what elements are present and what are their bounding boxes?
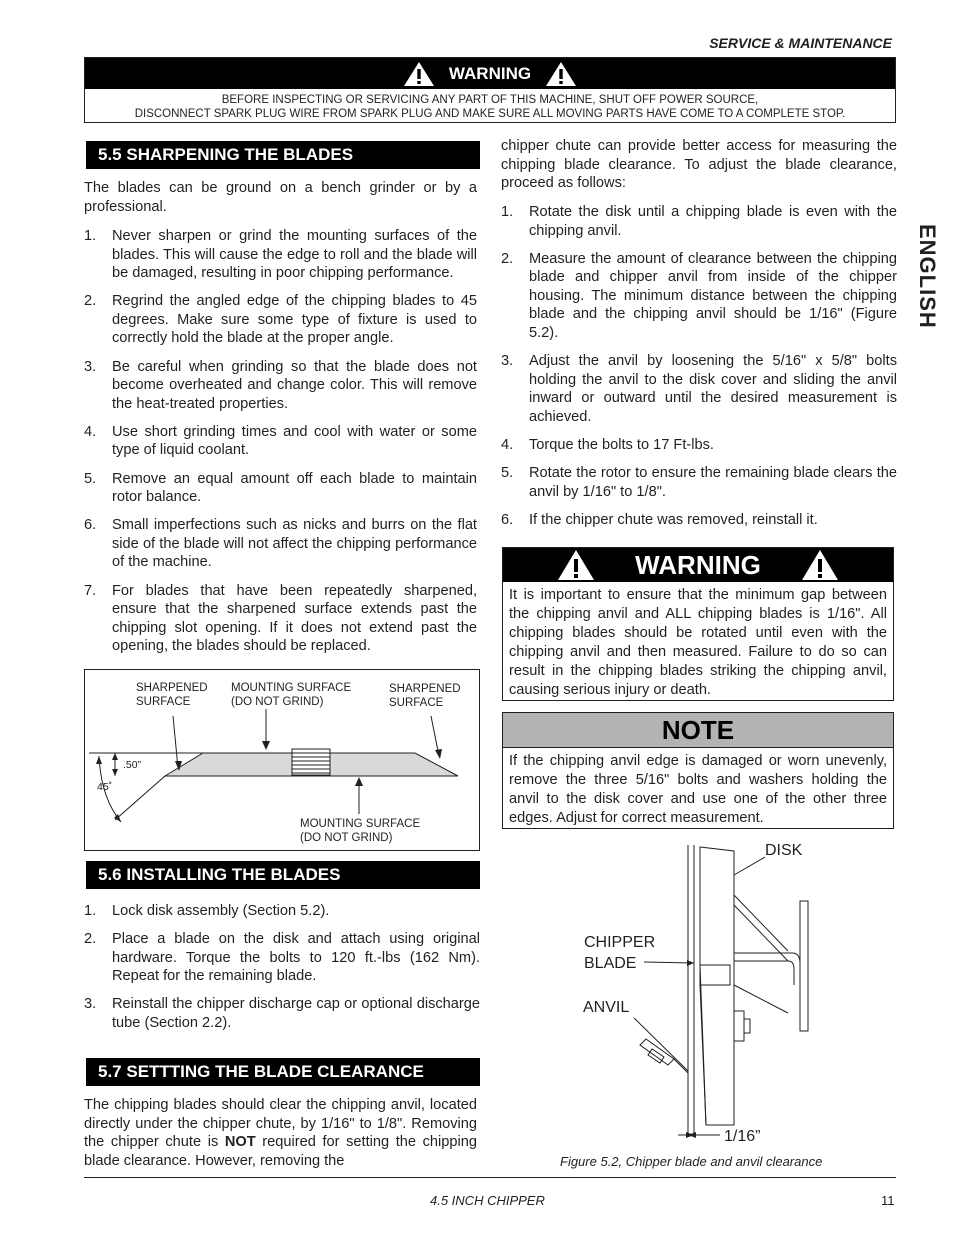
figure-label-blade: BLADE: [584, 955, 637, 972]
section-5-7-heading: 5.7 SETTTING THE BLADE CLEARANCE: [86, 1058, 480, 1086]
note-title: NOTE: [503, 713, 893, 748]
page-number: 11: [881, 1193, 895, 1208]
list-item: 2. Place a blade on the disk and attach using original hardware. Torque the bolts to 120 ft.-lbs (162 Nm). Repeat for the remaining blade.: [84, 931, 480, 985]
list-item: 6. If the chipper chute was removed, reinstall it.: [501, 511, 818, 528]
list-item: 5. Remove an equal amount off each blade to maintain rotor balance.: [84, 470, 477, 506]
list-item: 4. Torque the bolts to 17 Ft-lbs.: [501, 437, 714, 454]
section-5-5-list: [84, 227, 477, 665]
note-text: If the chipping anvil edge is damaged or worn unevenly, remove the three 5/16" bolts and washers holding the anvil to the disk cover and use one of the other three edges. Adjust for correct measurement.: [509, 753, 887, 826]
list-item: 2. Regrind the angled edge of the chipping blades to 45 degrees. Make sure some type of fixture is used to correctly hold the blade at the proper angle.: [84, 293, 477, 347]
list-item: 2. Measure the amount of clearance between the chipping blade and chipper anvil from inside of the chipper housing. The minimum distance between the chipping blade and the chipping anvil should be 1/16" (Figure 5.2).: [501, 250, 897, 342]
section-5-5-intro: The blades can be ground on a bench grinder or by a professional.: [84, 180, 477, 215]
diagram-label: (DO NOT GRIND): [300, 832, 393, 844]
section-5-7-paragraph: The chipping blades should clear the chipping anvil, located directly under the chipper chute, by 1/16" to 1/8". Removing the chipper chute is NOT required for setting the chipping blade clearance. However, removing the: [84, 1097, 477, 1169]
list-item: 3. Be careful when grinding so that the blade does not become overheated and change color. This will remove the heat-treated properties.: [84, 358, 477, 412]
blade-gap-warning: [502, 547, 894, 701]
language-side-tab: ENGLISH: [915, 224, 940, 329]
diagram-label: SURFACE: [389, 697, 444, 709]
list-item: 1. Never sharpen or grind the mounting surfaces of the blades. This will cause the edge to roll and the blade will be damaged, resulting in poor chipping performance.: [84, 228, 477, 282]
anvil-note: [502, 712, 894, 829]
list-item: 3. Reinstall the chipper discharge cap or optional discharge tube (Section 2.2).: [84, 996, 480, 1031]
warning-icon: [403, 61, 435, 87]
section-5-6-heading: 5.6 INSTALLING THE BLADES: [86, 861, 480, 889]
top-warning-line-2: DISCONNECT SPARK PLUG WIRE FROM SPARK PLUG AND MAKE SURE ALL MOVING PARTS HAVE COME TO A COMPLETE STOP.: [134, 108, 846, 120]
top-warning-line-1: BEFORE INSPECTING OR SERVICING ANY PART OF THIS MACHINE, SHUT OFF POWER SOURCE,: [221, 94, 759, 106]
footer-title: 4.5 INCH CHIPPER: [430, 1193, 545, 1208]
diagram-label: MOUNTING SURFACE: [231, 682, 352, 694]
running-header: SERVICE & MAINTENANCE: [709, 35, 892, 51]
diagram-label: SHARPENED: [389, 683, 461, 695]
section-5-5-heading: 5.5 SHARPENING THE BLADES: [86, 141, 480, 169]
list-item: 6. Small imperfections such as nicks and burrs on the flat side of the blade will not affect the chipping performance of the machine.: [84, 517, 477, 571]
figure-label-disk: DISK: [765, 842, 803, 859]
figure-label-chipper: CHIPPER: [584, 934, 656, 951]
figure-label-gap: 1/16”: [724, 1128, 761, 1145]
diagram-label: SHARPENED: [136, 682, 208, 694]
top-warning-title: WARNING: [448, 63, 532, 83]
list-item: 7. For blades that have been repeatedly sharpened, ensure that the sharpened surface extends past the chipping slot opening. If it does not extend past the opening, the blades should be replaced.: [84, 582, 477, 655]
warning-icon: [557, 549, 595, 581]
list-item: 1. Lock disk assembly (Section 5.2).: [84, 903, 330, 919]
dimension-label: .50”: [123, 759, 142, 771]
warning-title: WARNING: [635, 549, 761, 580]
warning-bar: [503, 548, 893, 582]
section-5-7-list: [501, 203, 897, 539]
diagram-label: SURFACE: [136, 696, 191, 708]
list-item: 4. Use short grinding times and cool with water or some type of liquid coolant.: [84, 423, 477, 459]
footer-rule: [84, 1177, 896, 1178]
top-warning-bar: [85, 58, 895, 89]
top-warning-box: [84, 57, 896, 123]
chipper-anvil-drawing: [560, 835, 880, 1145]
angle-label: 45˚: [97, 781, 113, 793]
list-item: 1. Rotate the disk until a chipping blade is even with the chipping anvil.: [501, 204, 897, 239]
diagram-label: MOUNTING SURFACE: [300, 818, 421, 830]
section-5-7-continued: chipper chute can provide better access for measuring the chipping blade clearance. To adjust the blade clearance, proceed as follows:: [501, 138, 897, 192]
figure-5-2: [560, 835, 880, 1145]
list-item: 3. Adjust the anvil by loosening the 5/16" x 5/8" bolts holding the anvil to the disk cover and sliding the anvil inward or outward until the desired measurement is achieved.: [501, 353, 897, 425]
section-5-6-list: [84, 902, 480, 1042]
warning-icon: [545, 61, 577, 87]
blade-diagram: [84, 669, 480, 851]
list-item: 5. Rotate the rotor to ensure the remaining blade clears the anvil by 1/16" to 1/8".: [501, 465, 897, 500]
figure-caption: Figure 5.2, Chipper blade and anvil clearance: [560, 1154, 823, 1169]
diagram-label: (DO NOT GRIND): [231, 696, 324, 708]
warning-text: It is important to ensure that the minimum gap between the chipping anvil and ALL chipping blades is 1/16". All chipping blades should be rotated until even with the chipping anvil and then measured. Failure to do so can result in the chipping blades striking the chipping anvil, causing serious injury or death.: [509, 587, 887, 698]
warning-icon: [801, 549, 839, 581]
figure-label-anvil: ANVIL: [583, 999, 630, 1016]
